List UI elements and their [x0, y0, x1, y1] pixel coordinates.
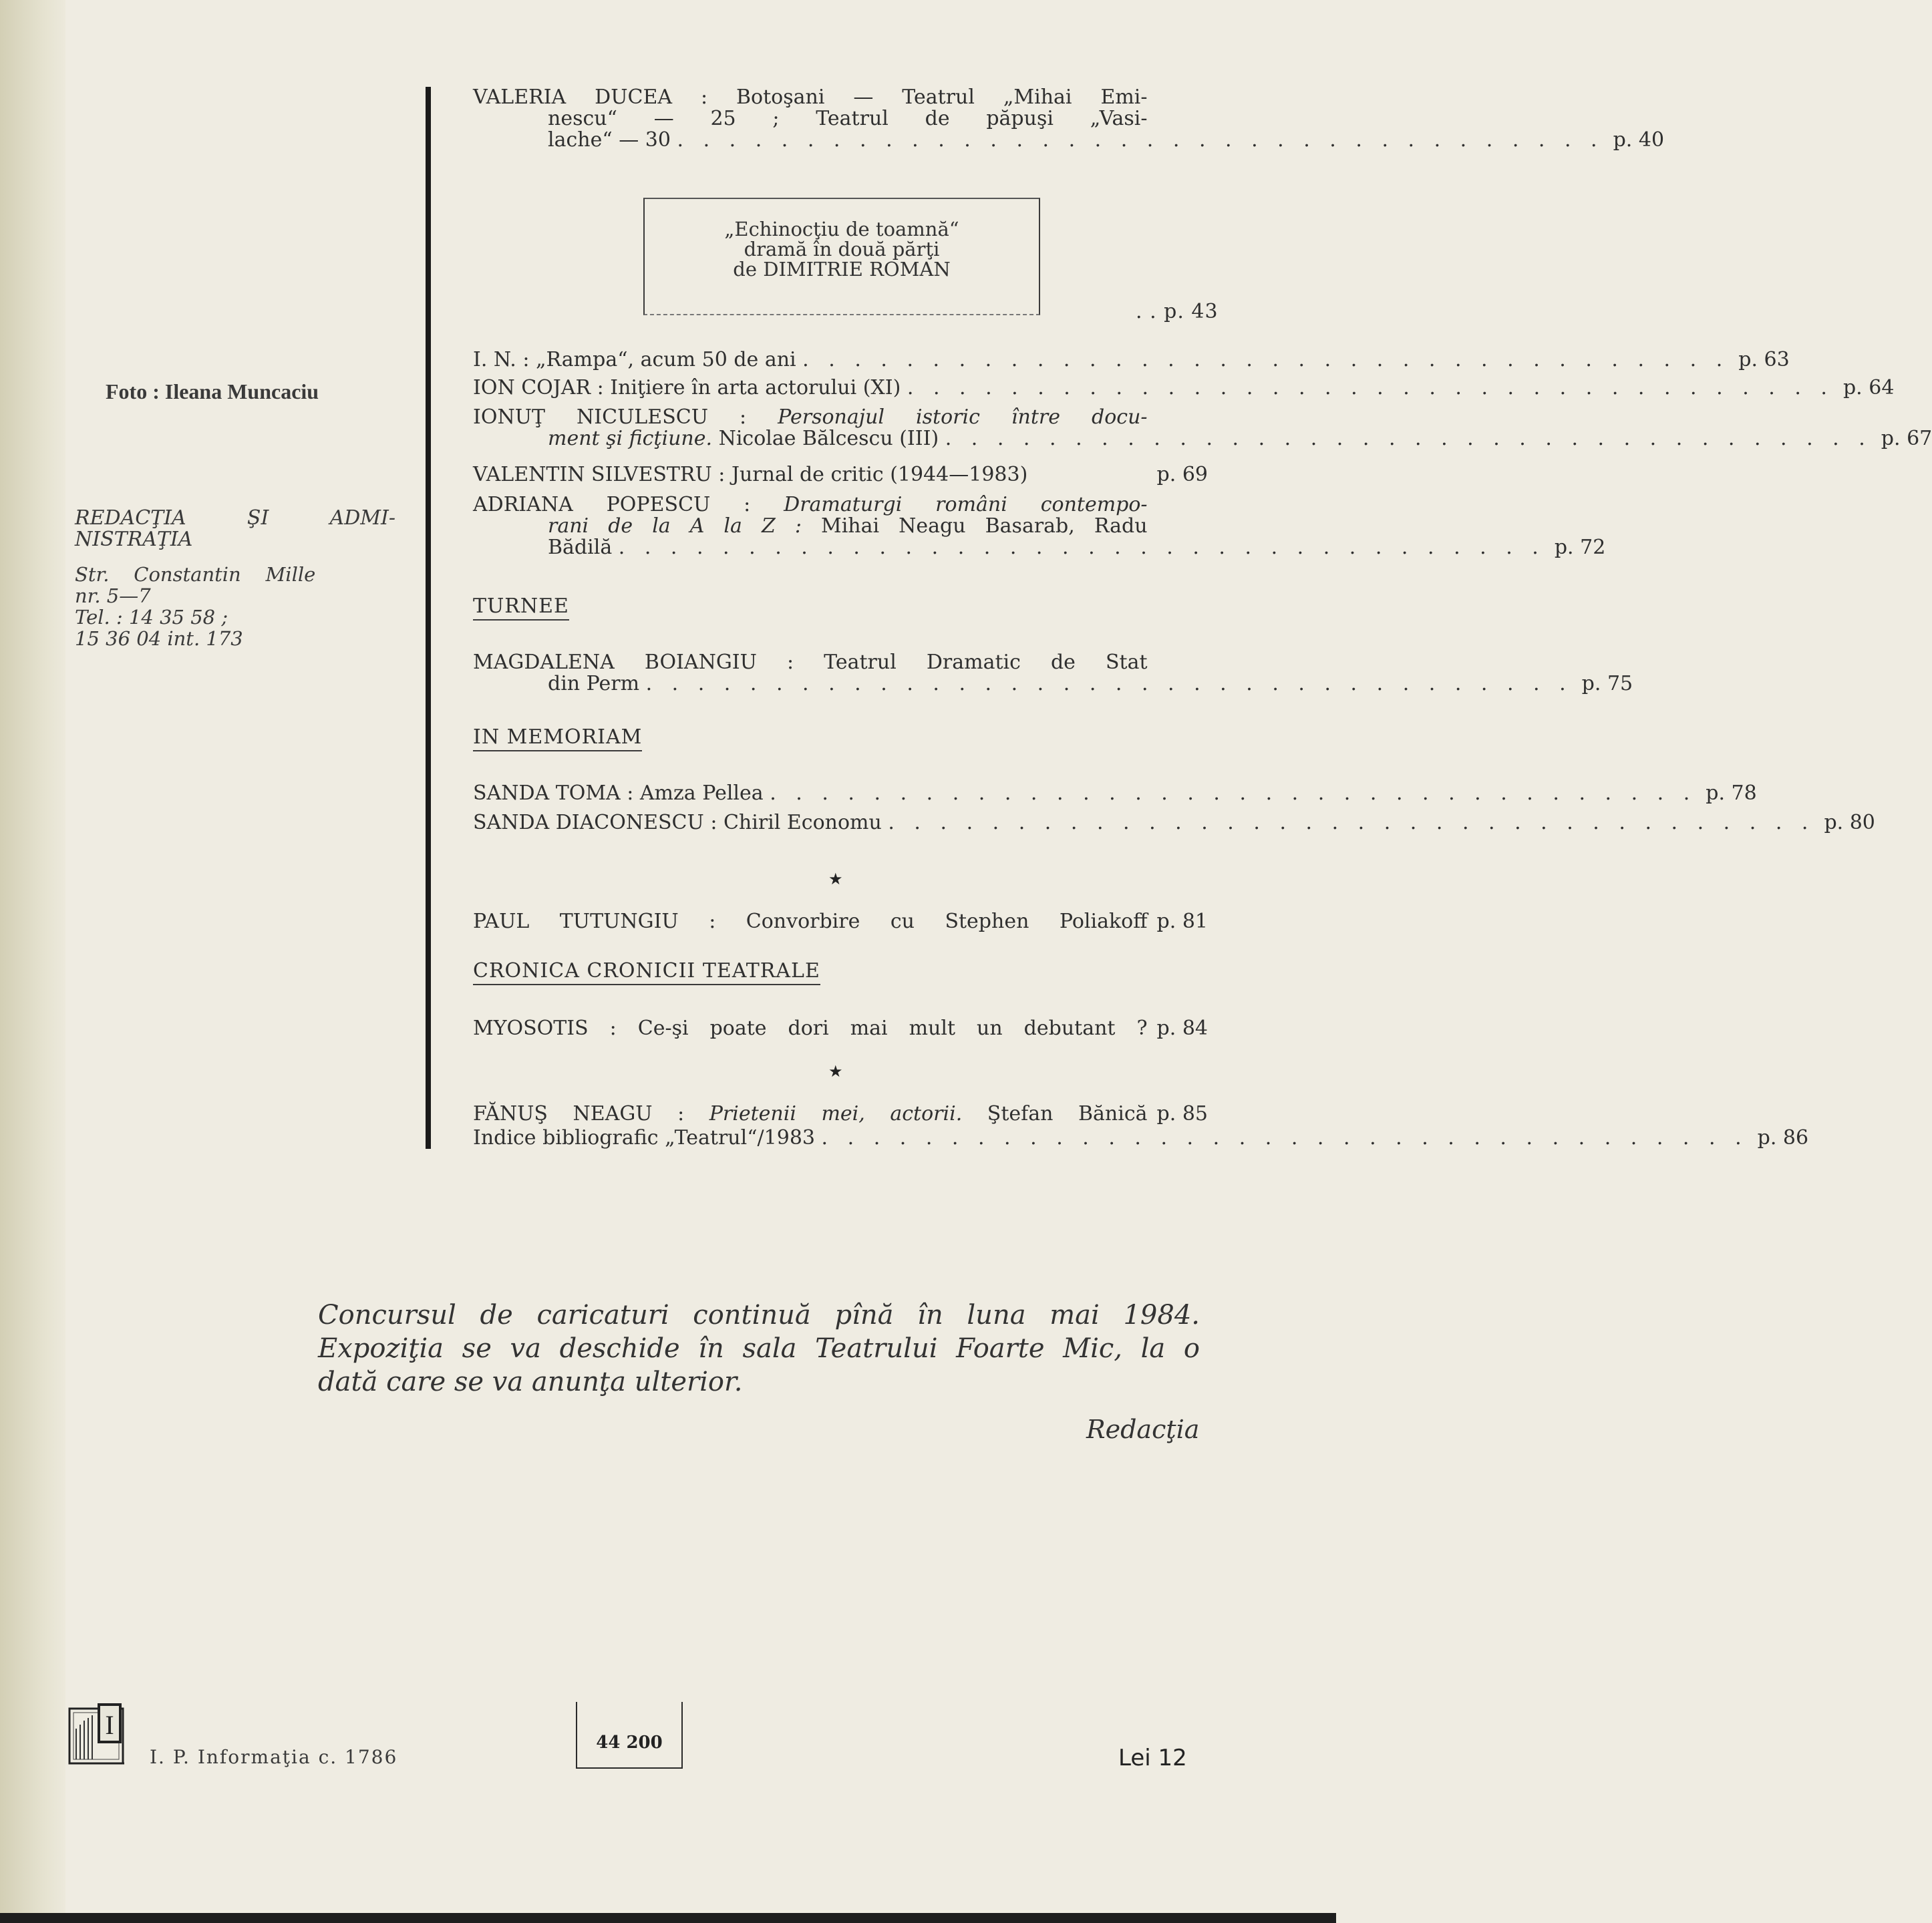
- address-phone: Tel. : 14 35 58 ;: [75, 606, 228, 629]
- page-number: p. 40: [1613, 128, 1665, 152]
- printer-imprint: I. P. Informaţia c. 1786: [150, 1746, 398, 1768]
- toc-entry-text: Bădilă: [548, 536, 613, 559]
- toc-entry-title: Dramaturgi români contempo-: [784, 493, 1148, 516]
- page-number: p. 67: [1881, 427, 1932, 450]
- editorial-office-heading: [75, 508, 395, 550]
- toc-entry: [473, 911, 1208, 932]
- toc-entry-text: Mihai Neagu Basarab, Radu: [801, 514, 1148, 538]
- photo-credit: Foto : Ileana Muncaciu: [106, 379, 319, 403]
- editorial-office-line2: NISTRAŢIA: [75, 528, 193, 551]
- notice-signature: Redacţia: [1086, 1415, 1200, 1444]
- notice-line: Concursul de caricaturi continuă pînă în luna mai 1984.: [318, 1300, 1200, 1331]
- leader-dots: . . . . . . . . . . . . . . . . . . . . . . . . . . . . . . . . . . . .: [888, 811, 1815, 834]
- toc-entry: [473, 464, 1208, 486]
- toc-entry-title: ment şi ficţiune.: [548, 427, 713, 450]
- toc-entry-text: din Perm: [548, 672, 640, 695]
- star-separator: ★: [828, 1062, 843, 1081]
- toc-entry: [473, 1103, 1208, 1125]
- leader-dots: . . . . . . . . . . . . . . . . . . . . . . . . . . . . . . . . . . . .: [618, 536, 1545, 559]
- toc-entry: [473, 493, 1606, 559]
- address-street: Str. Constantin Mille: [75, 563, 316, 586]
- printer-logo-icon: [68, 1702, 126, 1766]
- toc-entry-text: lache“ — 30: [548, 128, 671, 152]
- notice-line: dată care se va anunţa ulterior.: [318, 1367, 743, 1397]
- play-subtitle: dramă în două părţi: [744, 238, 940, 260]
- section-heading-in-memoriam: IN MEMORIAM: [473, 725, 642, 751]
- section-heading-turnee: TURNEE: [473, 594, 569, 621]
- print-code: 44 200: [576, 1702, 683, 1769]
- toc-entry-text: ION COJAR : Iniţiere în arta actorului (XI): [473, 376, 901, 399]
- leader-dots: . . . . . . . . . . . . . . . . . . . . . . . . . . . . . . . . . . . .: [802, 348, 1730, 371]
- toc-entry-text: PAUL TUTUNGIU : Convorbire cu Stephen Poliakoff: [473, 910, 1148, 933]
- toc-entry-author: FĂNUŞ NEAGU :: [473, 1102, 709, 1125]
- toc-entry-text: SANDA DIACONESCU : Chiril Economu: [473, 811, 882, 834]
- toc-entry-text: Indice bibliografic „Teatrul“/1983: [473, 1126, 815, 1150]
- leader-dots: . . . . . . . . . . . . . . . . . . . . . . . . . . . . . . . . . . . .: [770, 781, 1697, 805]
- toc-entry-text: MYOSOTIS : Ce-şi poate dori mai mult un debutant ?: [473, 1017, 1148, 1040]
- toc-entry: [473, 811, 1875, 834]
- toc-entry: [473, 85, 1665, 152]
- toc-entry-author: ADRIANA POPESCU :: [473, 493, 784, 516]
- price: Lei 12: [1118, 1745, 1187, 1771]
- toc-entry-title: Personajul istoric între docu-: [778, 405, 1148, 429]
- page-number: p. 69: [1156, 463, 1208, 486]
- page-number: . . p. 43: [1136, 300, 1219, 323]
- page-number: p. 72: [1554, 536, 1606, 559]
- toc-entry-text: nescu“ — 25 ; Teatrul de păpuşi „Vasi-: [548, 107, 1148, 130]
- toc-entry: [473, 348, 1790, 371]
- play-author: de DIMITRIE ROMAN: [733, 258, 951, 281]
- contest-notice: [318, 1298, 1200, 1399]
- toc-entry-text: I. N. : „Rampa“, acum 50 de ani: [473, 348, 796, 371]
- toc-entry: [473, 376, 1895, 399]
- page-number: p. 84: [1156, 1017, 1208, 1040]
- toc-entry: [473, 405, 1932, 450]
- toc-entry-title: rani de la A la Z :: [548, 514, 802, 538]
- play-title: „Echinocţiu de toamnă“: [724, 218, 959, 240]
- page-number: p. 78: [1706, 781, 1757, 805]
- leader-dots: . . . . . . . . . . . . . . . . . . . . . . . . . . . . . . . . . . . .: [821, 1126, 1748, 1150]
- toc-entry-text: SANDA TOMA : Amza Pellea: [473, 781, 764, 805]
- page-number: p. 86: [1757, 1126, 1809, 1150]
- toc-entry: [473, 781, 1757, 805]
- bottom-edge: [0, 1913, 1336, 1923]
- toc-entry-author: IONUŢ NICULESCU :: [473, 405, 778, 429]
- address-number: nr. 5—7: [75, 584, 151, 607]
- page-number: p. 64: [1842, 376, 1895, 399]
- toc-entry: [473, 1126, 1809, 1150]
- notice-line: Expoziţia se va deschide în sala Teatrului Foarte Mic, la o: [318, 1333, 1200, 1364]
- svg-text:I: I: [105, 1710, 114, 1740]
- editorial-office-line1: REDACŢIA ŞI ADMI-: [75, 506, 395, 530]
- page-number: p. 75: [1581, 672, 1633, 695]
- address-phone-2: 15 36 04 int. 173: [75, 627, 243, 650]
- toc-entry: [473, 1018, 1208, 1039]
- page-number: p. 80: [1824, 811, 1875, 834]
- section-heading-cronica: CRONICA CRONICII TEATRALE: [473, 959, 820, 985]
- leader-dots: . . . . . . . . . . . . . . . . . . . . . . . . . . . . . . . . . . . .: [945, 427, 1872, 450]
- toc-entry-text: Nicolae Bălcescu (III): [712, 427, 939, 450]
- leader-dots: . . . . . . . . . . . . . . . . . . . . . . . . . . . . . . . . . . . .: [907, 376, 1834, 399]
- page-number: p. 81: [1156, 910, 1208, 933]
- page-number: p. 85: [1156, 1102, 1208, 1125]
- toc-entry-text: VALERIA DUCEA : Botoşani — Teatrul „Mihai Emi-: [473, 85, 1148, 109]
- toc-entry-text: MAGDALENA BOIANGIU : Teatrul Dramatic de Stat: [473, 651, 1148, 674]
- toc-entry-text: Ştefan Bănică: [962, 1102, 1148, 1125]
- toc-entry-title: Prietenii mei, actorii.: [709, 1102, 963, 1125]
- editorial-address: [75, 564, 409, 649]
- star-separator: ★: [828, 870, 843, 888]
- toc-entry: [473, 651, 1633, 695]
- page-spine-edge: [0, 0, 65, 1923]
- toc-entry-text: VALENTIN SILVESTRU : Jurnal de critic (1944—1983): [473, 463, 1028, 486]
- vertical-rule: [426, 87, 431, 1149]
- leader-dots: . . . . . . . . . . . . . . . . . . . . . . . . . . . . . . . . . . . .: [645, 672, 1573, 695]
- page-number: p. 63: [1738, 348, 1790, 371]
- leader-dots: . . . . . . . . . . . . . . . . . . . . . . . . . . . . . . . . . . . .: [677, 128, 1604, 152]
- featured-play-box: [643, 198, 1040, 315]
